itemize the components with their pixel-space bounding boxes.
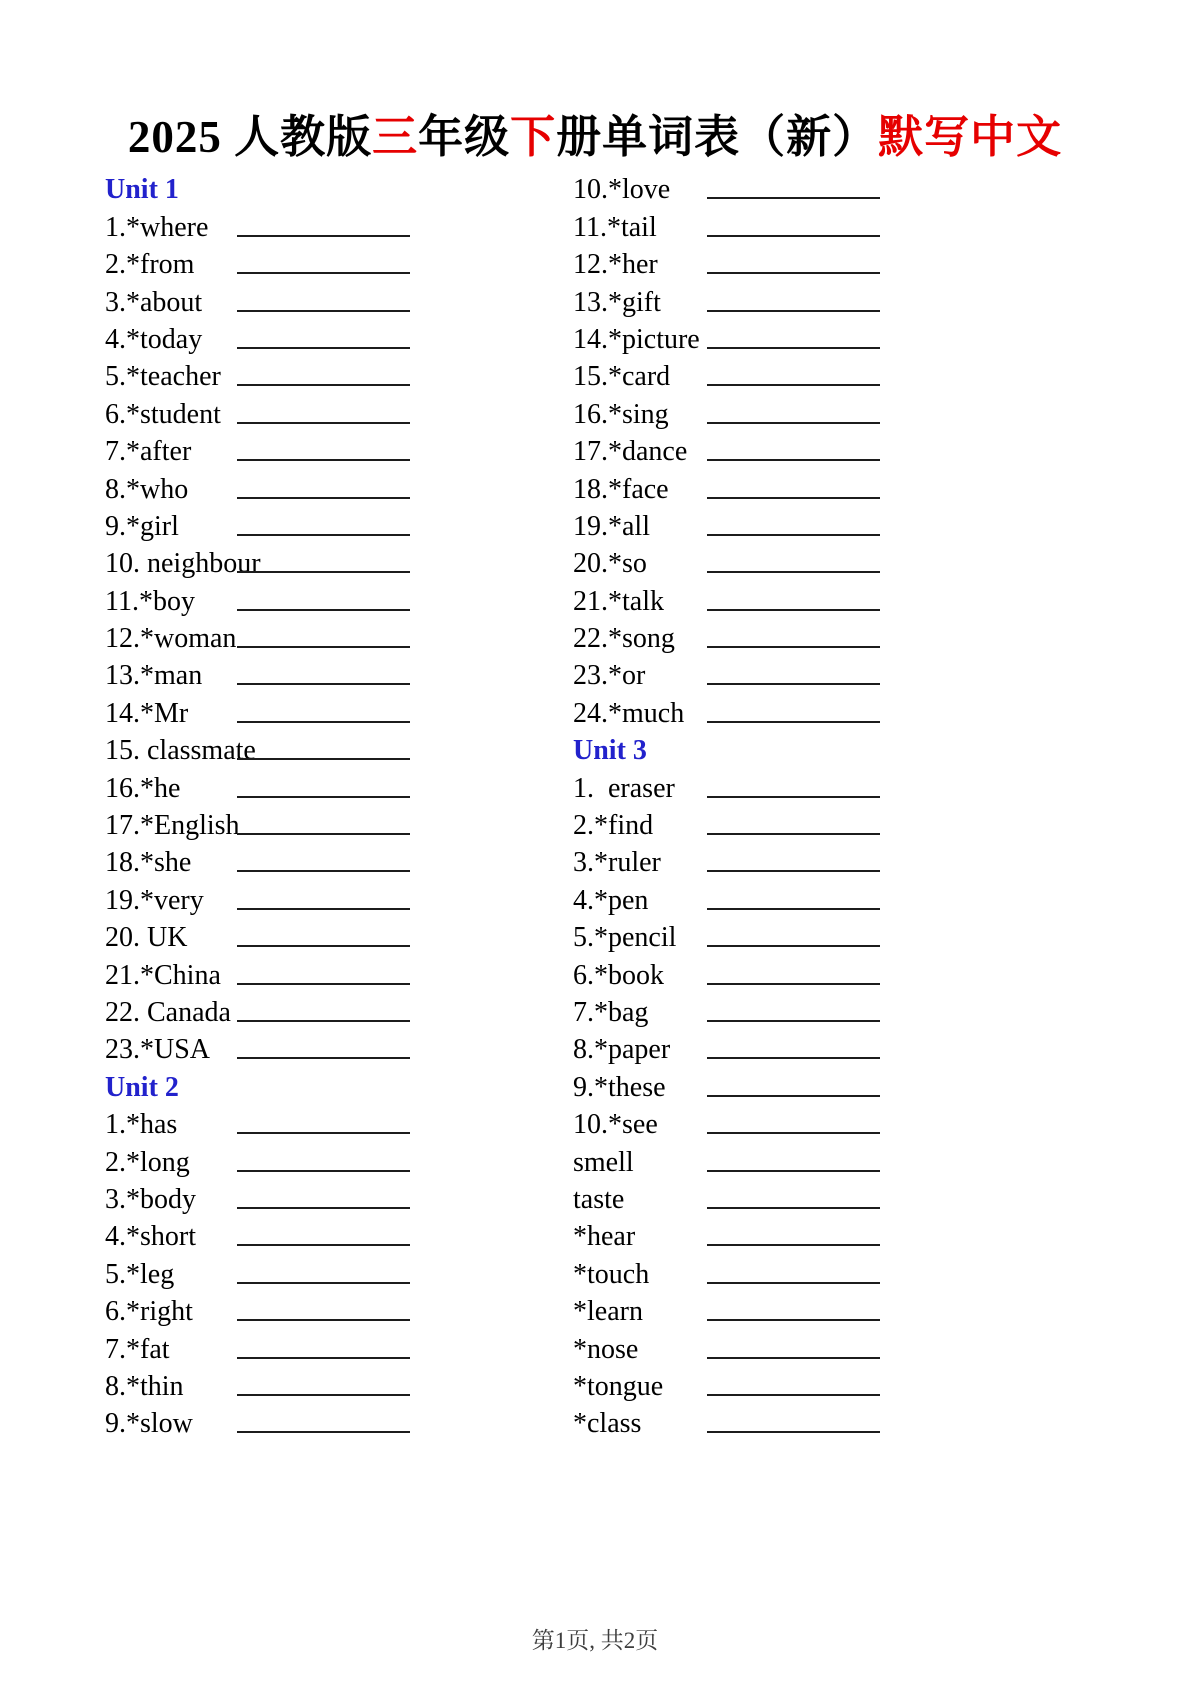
word-label: 9.*slow	[105, 1408, 193, 1440]
answer-blank-line	[237, 1394, 410, 1396]
answer-blank-line	[707, 1057, 880, 1059]
answer-blank-line	[237, 609, 410, 611]
word-label: 23.*USA	[105, 1034, 211, 1066]
word-label: 9.*these	[573, 1071, 666, 1103]
answer-blank-line	[707, 1357, 880, 1359]
title-segment: 三	[372, 112, 419, 162]
word-label: 6.*right	[105, 1296, 193, 1328]
word-label: 12.*woman	[105, 623, 237, 655]
word-label: 7.*fat	[105, 1333, 170, 1365]
answer-blank-line	[707, 459, 880, 461]
word-label: 4.*short	[105, 1221, 196, 1253]
answer-blank-line	[237, 1244, 410, 1246]
word-row	[573, 469, 1043, 506]
answer-blank-line	[707, 1431, 880, 1433]
answer-blank-line	[237, 758, 410, 760]
word-row	[105, 357, 575, 394]
word-label: 17.*English	[105, 810, 240, 842]
word-label: 16.*he	[105, 772, 181, 804]
word-label: 8.*thin	[105, 1370, 184, 1402]
answer-blank-line	[707, 347, 880, 349]
answer-blank-line	[707, 1170, 880, 1172]
unit-header-label: Unit 2	[105, 1071, 179, 1103]
word-row	[105, 693, 575, 730]
title-segment: 册单词表（新）	[556, 112, 879, 162]
word-label: 14.*Mr	[105, 697, 189, 729]
word-row	[573, 357, 1043, 394]
word-label: smell	[573, 1146, 634, 1178]
word-label: 2.*from	[105, 249, 195, 281]
answer-blank-line	[707, 1394, 880, 1396]
word-label: 8.*paper	[573, 1034, 671, 1066]
answer-blank-line	[707, 235, 880, 237]
answer-blank-line	[707, 721, 880, 723]
word-row	[105, 394, 575, 431]
word-row	[105, 581, 575, 618]
answer-blank-line	[707, 1132, 880, 1134]
title-segment: 2025 人教版	[127, 112, 373, 162]
word-row	[105, 918, 575, 955]
word-row	[105, 731, 575, 768]
answer-blank-line	[237, 497, 410, 499]
answer-blank-line	[707, 1319, 880, 1321]
word-row	[105, 320, 575, 357]
word-row	[105, 1105, 575, 1142]
word-row	[105, 1292, 575, 1329]
answer-blank-line	[237, 1170, 410, 1172]
word-label: 2.*long	[105, 1146, 190, 1178]
word-label: 3.*body	[105, 1183, 196, 1215]
answer-blank-line	[237, 945, 410, 947]
answer-blank-line	[237, 571, 410, 573]
answer-blank-line	[237, 1057, 410, 1059]
page-title	[0, 100, 1190, 165]
word-label: 2.*find	[573, 810, 654, 842]
word-row	[573, 207, 1043, 244]
word-row	[573, 880, 1043, 917]
word-label: 7.*bag	[573, 996, 649, 1028]
answer-blank-line	[707, 908, 880, 910]
word-row	[573, 1404, 1043, 1441]
word-label: 11.*tail	[573, 211, 657, 243]
title-segment: 默写中文	[878, 112, 1063, 162]
word-row	[105, 544, 575, 581]
word-list-right-column	[573, 170, 1043, 1441]
answer-blank-line	[237, 1132, 410, 1134]
word-label: 3.*about	[105, 286, 203, 318]
answer-blank-line	[707, 646, 880, 648]
word-row	[573, 394, 1043, 431]
word-label: 10. neighbour	[105, 548, 261, 580]
word-row	[573, 1030, 1043, 1067]
word-label: *nose	[573, 1333, 639, 1365]
word-label: 15. classmate	[105, 735, 256, 767]
answer-blank-line	[237, 796, 410, 798]
word-row	[105, 806, 575, 843]
unit-header-label: Unit 1	[105, 174, 179, 206]
word-label: taste	[573, 1183, 625, 1215]
answer-blank-line	[237, 1431, 410, 1433]
word-label: *hear	[573, 1221, 636, 1253]
word-label: 11.*boy	[105, 585, 195, 617]
answer-blank-line	[237, 721, 410, 723]
word-label: 1. eraser	[573, 772, 675, 804]
word-row	[105, 1030, 575, 1067]
word-row	[105, 432, 575, 469]
word-label: 5.*teacher	[105, 361, 221, 393]
answer-blank-line	[237, 347, 410, 349]
word-row	[105, 656, 575, 693]
word-label: 21.*talk	[573, 585, 664, 617]
answer-blank-line	[237, 422, 410, 424]
answer-blank-line	[707, 870, 880, 872]
answer-blank-line	[707, 534, 880, 536]
word-label: 15.*card	[573, 361, 671, 393]
answer-blank-line	[237, 1020, 410, 1022]
word-label: 3.*ruler	[573, 847, 661, 879]
title-segment: 下	[510, 112, 557, 162]
answer-blank-line	[707, 983, 880, 985]
word-label: 1.*has	[105, 1109, 178, 1141]
answer-blank-line	[237, 870, 410, 872]
answer-blank-line	[707, 384, 880, 386]
word-row	[105, 469, 575, 506]
word-label: *touch	[573, 1258, 650, 1290]
word-row	[105, 768, 575, 805]
word-label: 20.*so	[573, 548, 647, 580]
word-row	[573, 581, 1043, 618]
word-row	[573, 1180, 1043, 1217]
answer-blank-line	[707, 683, 880, 685]
answer-blank-line	[707, 609, 880, 611]
word-label: 4.*today	[105, 323, 203, 355]
word-row	[573, 993, 1043, 1030]
answer-blank-line	[707, 833, 880, 835]
unit-header	[105, 1067, 575, 1104]
answer-blank-line	[707, 1207, 880, 1209]
answer-blank-line	[237, 534, 410, 536]
word-label: 16.*sing	[573, 398, 669, 430]
word-label: 21.*China	[105, 959, 221, 991]
word-row	[105, 1404, 575, 1441]
word-row	[573, 1067, 1043, 1104]
unit-header	[105, 170, 575, 207]
word-row	[573, 1292, 1043, 1329]
answer-blank-line	[237, 310, 410, 312]
answer-blank-line	[237, 1282, 410, 1284]
word-label: 5.*leg	[105, 1258, 175, 1290]
word-row	[573, 1254, 1043, 1291]
word-row	[105, 207, 575, 244]
word-label: 20. UK	[105, 922, 188, 954]
word-row	[105, 843, 575, 880]
word-label: 13.*gift	[573, 286, 661, 318]
word-label: *tongue	[573, 1370, 664, 1402]
answer-blank-line	[707, 1095, 880, 1097]
word-row	[105, 880, 575, 917]
answer-blank-line	[707, 945, 880, 947]
word-row	[573, 507, 1043, 544]
word-row	[573, 955, 1043, 992]
word-label: 10.*see	[573, 1109, 658, 1141]
answer-blank-line	[707, 272, 880, 274]
answer-blank-line	[237, 1207, 410, 1209]
word-label: 22.*song	[573, 623, 675, 655]
word-label: 19.*all	[573, 510, 650, 542]
word-label: 14.*picture	[573, 323, 700, 355]
answer-blank-line	[707, 310, 880, 312]
word-row	[573, 320, 1043, 357]
word-row	[573, 432, 1043, 469]
word-row	[573, 1329, 1043, 1366]
word-label: 8.*who	[105, 473, 189, 505]
unit-header	[573, 731, 1043, 768]
word-row	[573, 693, 1043, 730]
word-row	[573, 843, 1043, 880]
answer-blank-line	[237, 833, 410, 835]
word-label: *learn	[573, 1296, 643, 1328]
word-list-left-column	[105, 170, 575, 1441]
word-label: 19.*very	[105, 884, 204, 916]
answer-blank-line	[707, 197, 880, 199]
answer-blank-line	[237, 459, 410, 461]
answer-blank-line	[237, 646, 410, 648]
word-row	[573, 1367, 1043, 1404]
word-label: 17.*dance	[573, 436, 688, 468]
answer-blank-line	[707, 571, 880, 573]
answer-blank-line	[707, 422, 880, 424]
answer-blank-line	[237, 235, 410, 237]
word-row	[573, 918, 1043, 955]
answer-blank-line	[237, 272, 410, 274]
word-label: 13.*man	[105, 660, 203, 692]
answer-blank-line	[707, 1244, 880, 1246]
answer-blank-line	[237, 683, 410, 685]
word-label: 5.*pencil	[573, 922, 677, 954]
word-row	[573, 245, 1043, 282]
answer-blank-line	[237, 1357, 410, 1359]
word-row	[573, 544, 1043, 581]
word-row	[573, 768, 1043, 805]
word-label: 7.*after	[105, 436, 192, 468]
answer-blank-line	[237, 983, 410, 985]
word-row	[105, 507, 575, 544]
word-row	[573, 170, 1043, 207]
word-row	[573, 1217, 1043, 1254]
word-label: *class	[573, 1408, 642, 1440]
word-label: 6.*book	[573, 959, 664, 991]
word-row	[573, 1105, 1043, 1142]
answer-blank-line	[237, 1319, 410, 1321]
word-label: 4.*pen	[573, 884, 649, 916]
title-segment: 年级	[418, 112, 511, 162]
word-row	[105, 282, 575, 319]
word-row	[105, 1254, 575, 1291]
word-label: 23.*or	[573, 660, 646, 692]
page-number: 第1页, 共2页	[531, 1628, 659, 1653]
word-label: 9.*girl	[105, 510, 179, 542]
word-row	[105, 993, 575, 1030]
answer-blank-line	[707, 1020, 880, 1022]
word-row	[105, 1367, 575, 1404]
word-row	[105, 1329, 575, 1366]
word-row	[573, 806, 1043, 843]
answer-blank-line	[237, 908, 410, 910]
word-row	[573, 619, 1043, 656]
answer-blank-line	[237, 384, 410, 386]
word-row	[105, 245, 575, 282]
answer-blank-line	[707, 1282, 880, 1284]
word-label: 18.*she	[105, 847, 192, 879]
word-row	[105, 619, 575, 656]
answer-blank-line	[707, 796, 880, 798]
word-label: 10.*love	[573, 174, 671, 206]
answer-blank-line	[707, 497, 880, 499]
word-row	[573, 282, 1043, 319]
word-row	[105, 1142, 575, 1179]
word-row	[573, 656, 1043, 693]
word-row	[105, 1180, 575, 1217]
word-label: 12.*her	[573, 249, 658, 281]
word-row	[573, 1142, 1043, 1179]
word-label: 18.*face	[573, 473, 669, 505]
word-label: 24.*much	[573, 697, 685, 729]
word-row	[105, 955, 575, 992]
word-label: 22. Canada	[105, 996, 231, 1028]
word-label: 6.*student	[105, 398, 221, 430]
unit-header-label: Unit 3	[573, 735, 647, 767]
word-row	[105, 1217, 575, 1254]
word-label: 1.*where	[105, 211, 209, 243]
